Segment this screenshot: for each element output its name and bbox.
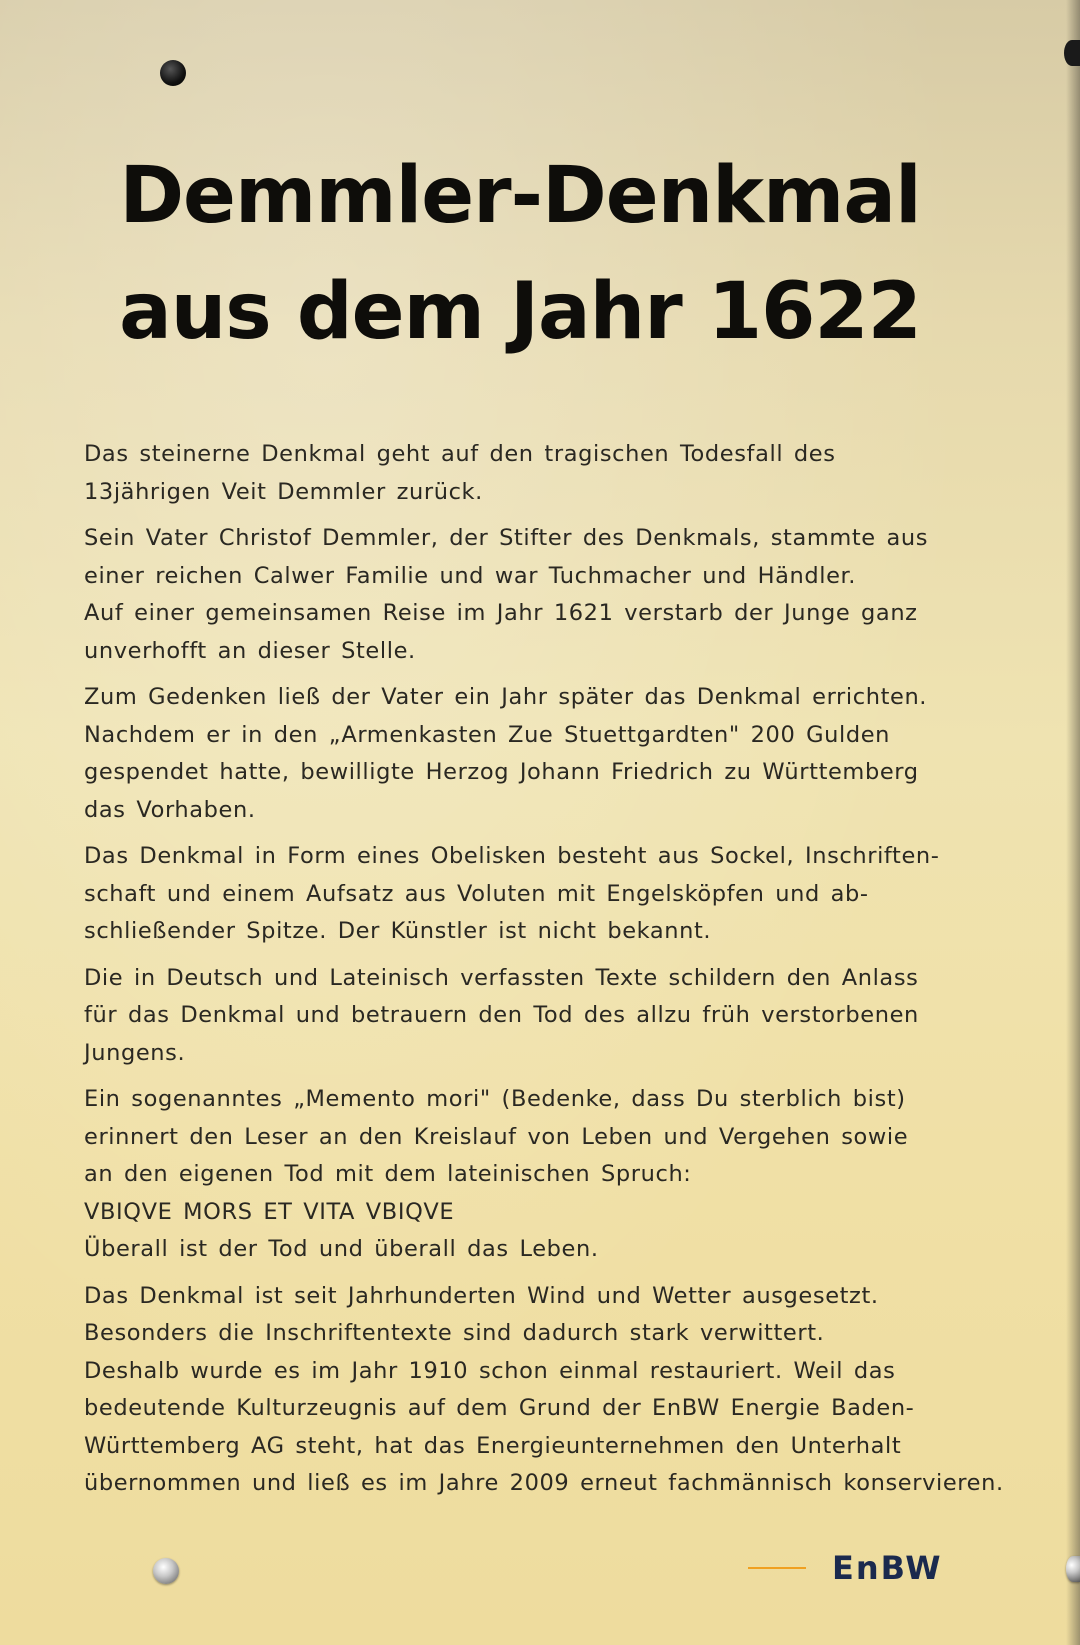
bottom-left-bolt-icon — [153, 1558, 179, 1584]
paragraph-father — [84, 520, 944, 670]
text-line: einer reichen Calwer Familie und war Tuchmacher und Händler. — [84, 562, 857, 589]
title-line-1: Demmler-Denkmal — [119, 151, 921, 241]
motto-translation: Überall ist der Tod und überall das Leben. — [84, 1236, 599, 1262]
text-line: Jungens. — [84, 1039, 186, 1066]
text-line: schließender Spitze. Der Künstler ist nicht bekannt. — [84, 918, 712, 944]
top-right-screw-icon — [1064, 40, 1080, 66]
text-line: Sein Vater Christof Demmler, der Stifter des Denkmals, stammte aus — [84, 525, 929, 551]
plaque-title — [0, 138, 1040, 370]
text-line: das Vorhaben. — [84, 796, 256, 823]
paragraph-restoration — [84, 1278, 1004, 1503]
text-line: Das Denkmal in Form eines Obelisken besteht aus Sockel, Inschriften- — [84, 843, 940, 869]
title-line-2: aus dem Jahr 1622 — [119, 267, 921, 357]
text-line: erinnert den Leser an den Kreislauf von Leben und Vergehen sowie — [84, 1123, 909, 1150]
text-line: 13jährigen Veit Demmler zurück. — [84, 478, 483, 505]
text-line: für das Denkmal und betrauern den Tod des allzu früh verstorbenen — [84, 1002, 919, 1028]
text-line: an den eigenen Tod mit dem lateinischen Spruch: — [84, 1161, 692, 1187]
text-line: Das steinerne Denkmal geht auf den tragischen Todesfall des — [84, 441, 836, 467]
text-line: unverhofft an dieser Stelle. — [84, 637, 416, 664]
bottom-right-bolt-icon — [1066, 1556, 1080, 1582]
paragraph-memento-mori — [84, 1081, 944, 1269]
text-line: Die in Deutsch und Lateinisch verfassten Texte schildern den Anlass — [84, 964, 919, 991]
plaque-body-text — [84, 436, 1004, 1512]
paragraph-dedication — [84, 436, 944, 511]
text-line: Ein sogenanntes „Memento mori" (Bedenke, dass Du sterblich bist) — [84, 1086, 906, 1112]
plaque-right-edge — [1066, 0, 1080, 1645]
text-line: Deshalb wurde es im Jahr 1910 schon einmal restauriert. Weil das — [84, 1357, 896, 1384]
paragraph-inscriptions — [84, 960, 944, 1073]
text-line: schaft und einem Aufsatz aus Voluten mit Engelsköpfen und ab- — [84, 880, 869, 907]
text-line: Zum Gedenken ließ der Vater ein Jahr später das Denkmal errichten. — [84, 684, 928, 710]
text-line: gespendet hatte, bewilligte Herzog Johann Friedrich zu Württemberg — [84, 759, 919, 785]
text-line: Das Denkmal ist seit Jahrhunderten Wind und Wetter ausgesetzt. — [84, 1282, 879, 1309]
text-line: Besonders die Inschriftentexte sind dadurch stark verwittert. — [84, 1320, 825, 1346]
text-line: bedeutende Kulturzeugnis auf dem Grund der EnBW Energie Baden- — [84, 1395, 915, 1421]
paragraph-commemoration — [84, 679, 944, 829]
text-line: Auf einer gemeinsamen Reise im Jahr 1621 verstarb der Junge ganz — [84, 600, 918, 626]
logo-text: EnBW — [832, 1549, 943, 1587]
paragraph-obelisk — [84, 838, 944, 951]
logo-accent-line — [748, 1567, 806, 1569]
top-screw-icon — [160, 60, 186, 86]
text-line: übernommen und ließ es im Jahre 2009 erneut fachmännisch konservieren. — [84, 1470, 1004, 1496]
latin-motto: VBIQVE MORS ET VITA VBIQVE — [84, 1198, 455, 1225]
text-line: Nachdem er in den „Armenkasten Zue Stuettgardten" 200 Gulden — [84, 721, 891, 748]
enbw-logo — [748, 1548, 943, 1588]
text-line: Württemberg AG steht, hat das Energieunternehmen den Unterhalt — [84, 1432, 902, 1459]
